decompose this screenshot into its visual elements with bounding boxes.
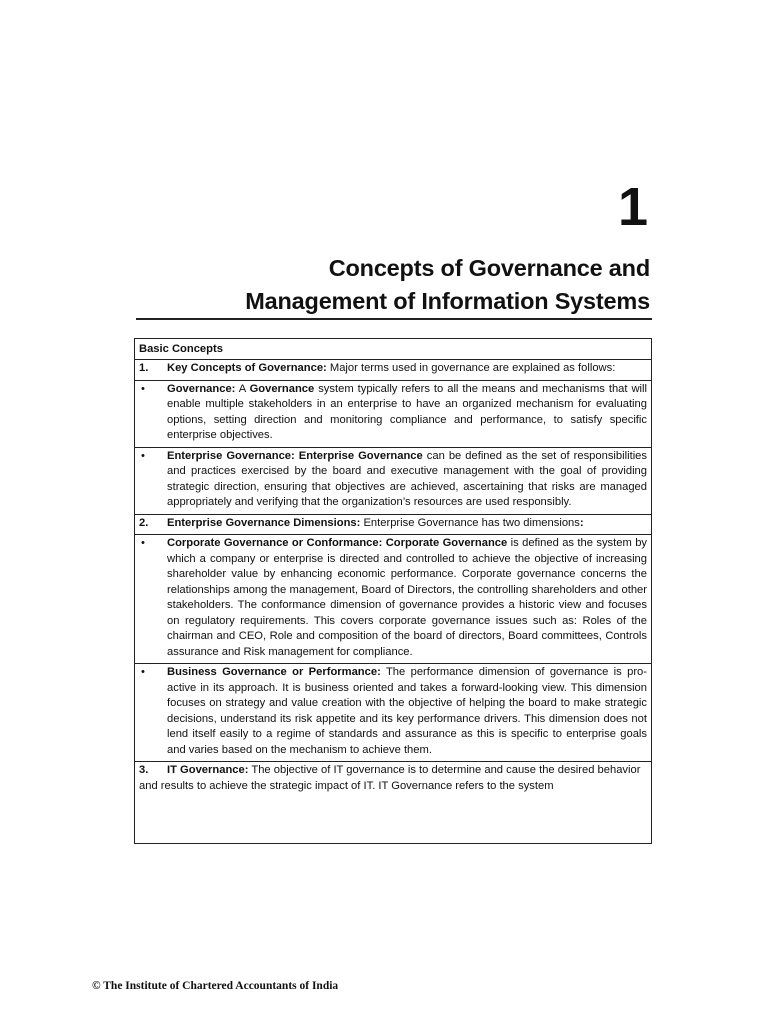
concept-row-4 <box>135 514 651 535</box>
concept-row-7 <box>135 761 651 797</box>
row-text <box>167 361 647 377</box>
chapter-title <box>245 252 650 318</box>
row-body: can be defined as the set of responsibilities and practices exercised by the board and executive management with the goal of providing strategic direction, ensuring that objectives are achieved, ascertaining that risks are managed appropriately and verifying that the organization’s resources are used responsibly. <box>167 449 647 508</box>
chapter-title-line-1: Concepts of Governance and <box>328 255 650 281</box>
title-rule <box>136 318 652 320</box>
row-term: Key Concepts of Governance: <box>167 362 327 374</box>
row-marker: 1. <box>139 362 149 374</box>
box-heading: Basic Concepts <box>139 343 223 355</box>
row-marker: 3. <box>139 764 149 776</box>
row-term-2: Governance <box>249 382 315 395</box>
concept-row-2 <box>135 380 651 447</box>
row-tail: : <box>579 516 584 529</box>
basic-concepts-box <box>134 338 652 844</box>
row-bullet: • <box>141 449 145 462</box>
row-text <box>167 382 647 444</box>
row-bullet: • <box>141 537 145 549</box>
row-body: The objective of IT governance is to determine and cause the desired behavior and results to achieve the strategic impact of IT. IT Governance refers to the system <box>139 764 641 792</box>
row-bullet: • <box>141 382 145 395</box>
row-text <box>167 536 647 660</box>
chapter-title-line-2: Management of Information Systems <box>245 288 650 314</box>
row-term: Enterprise Governance: Enterprise Governance <box>167 449 423 462</box>
concept-row-3 <box>135 447 651 514</box>
concept-row-1 <box>135 359 651 380</box>
row-bullet: • <box>141 666 145 678</box>
row-term: IT Governance: <box>167 764 249 776</box>
row-term: Governance: <box>167 382 236 395</box>
copyright-footer: © The Institute of Chartered Accountants of India <box>92 980 339 992</box>
concept-row-6 <box>135 663 651 761</box>
row-term: Corporate Governance or Conformance: Corporate Governance <box>167 537 508 549</box>
row-term: Enterprise Governance Dimensions: <box>167 516 361 529</box>
row-text <box>167 449 647 511</box>
chapter-number: 1 <box>617 177 648 237</box>
concept-row-5 <box>135 534 651 663</box>
row-text <box>139 764 640 792</box>
row-body: A <box>235 382 250 395</box>
row-term: Business Governance or Performance: <box>167 666 381 678</box>
row-marker: 2. <box>139 516 149 529</box>
row-body: Enterprise Governance has two dimensions <box>360 516 580 529</box>
row-body: is defined as the system by which a company or enterprise is directed and controlled to achieve the objective of increasing shareholder value by enhancing economic performance. Corporate governance concerns the relationships among the management, Board of Directors, the controlling shareholders and other stakeholders. The conformance dimension of governance provides a historic view and focuses on regulatory requirements. This covers corporate governance issues such as: Roles of the chairman and CEO, Role and composition of the board of directors, Board committees, Controls assurance and Risk management for compliance. <box>167 537 648 658</box>
row-body: The performance dimension of governance is pro-active in its approach. It is business oriented and takes a forward-looking view. This dimension focuses on strategy and value creation with the objective of helping the board to make strategic decisions, understand its risk appetite and its key performance drivers. This dimension does not lend itself easily to a regime of standards and assurance as this is specific to enterprise goals and varies based on the mechanism to achieve them. <box>167 666 647 756</box>
row-body: Major terms used in governance are explained as follows: <box>326 362 616 374</box>
row-text <box>167 516 647 532</box>
row-body: system typically refers to all the means and mechanisms that will enable multiple stakeholders in an enterprise to have an organized mechanism for evaluating options, setting direction and monitoring compliance and performance, to satisfy specific enterprise objectives. <box>167 382 647 441</box>
row-text <box>167 665 647 758</box>
